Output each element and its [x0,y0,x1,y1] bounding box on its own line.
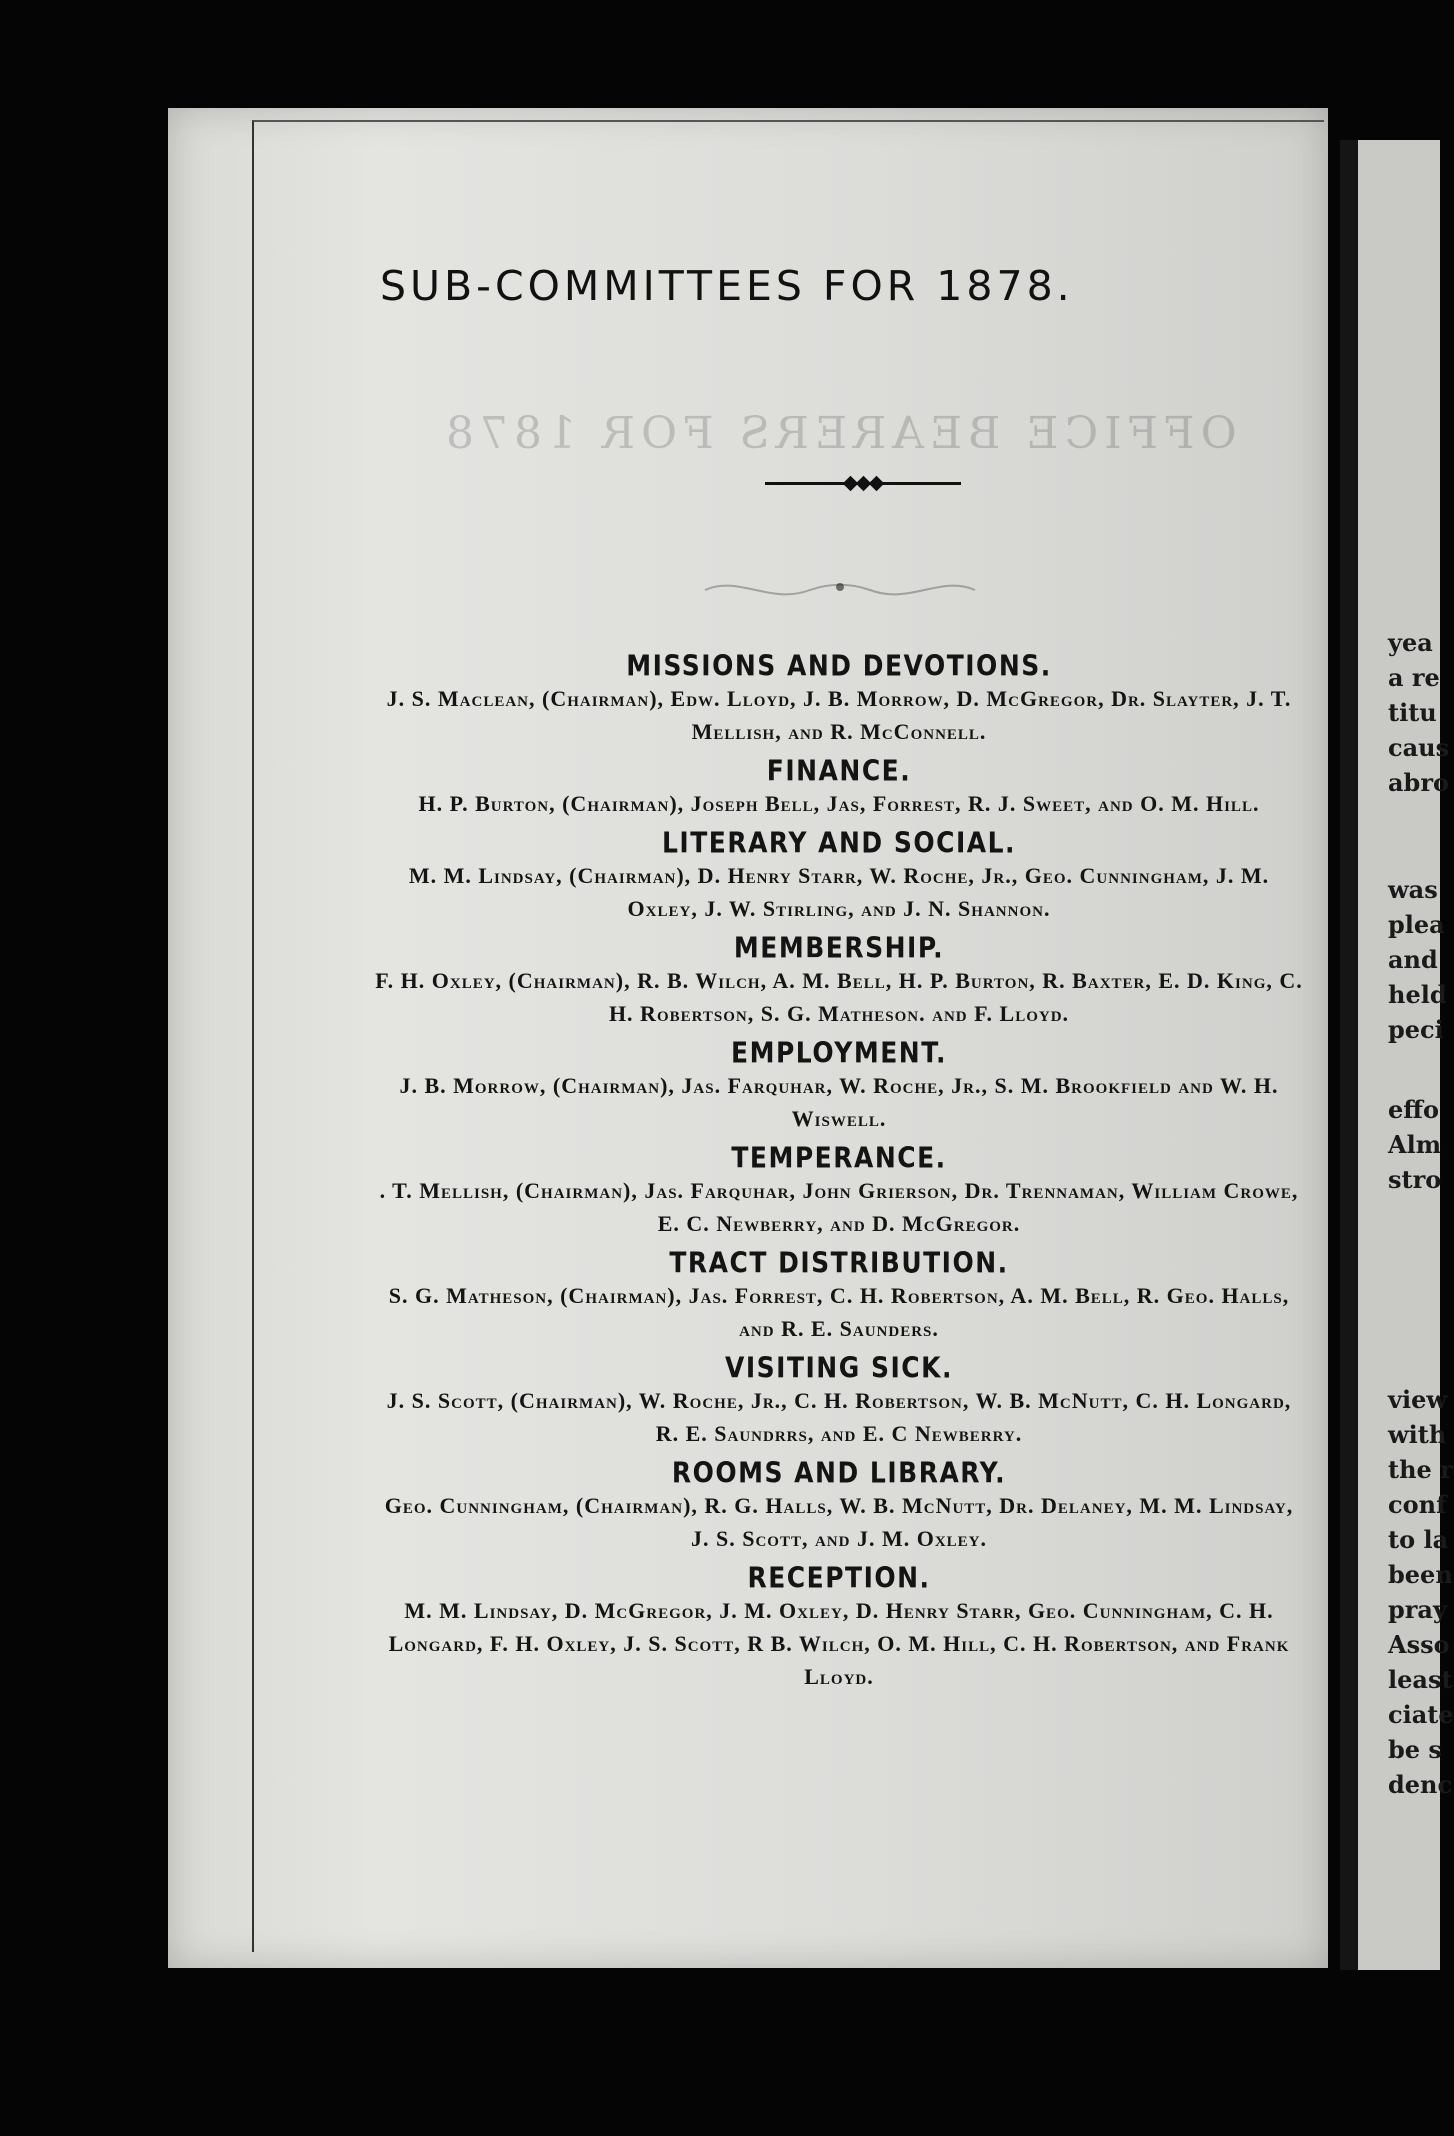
page-title: SUB-COMMITTEES FOR 1878. [380,262,1074,310]
adjacent-text-fragment: conf [1388,1490,1447,1519]
adjacent-text-fragment: least [1388,1665,1453,1694]
adjacent-text-fragment: effo [1388,1095,1439,1124]
committee-heading: TEMPERANCE. [731,1140,947,1175]
committee-members: M. M. Lindsay, (Chairman), D. Henry Starr, W. Roche, Jr., Geo. Cunningham, J. M. Oxley, J. W. Stirling, and J. N. Shannon. [408,863,1270,921]
committee-heading: TRACT DISTRIBUTION. [669,1245,1009,1280]
adjacent-text-fragment: a re [1388,663,1440,692]
adjacent-text-fragment: the r [1388,1455,1453,1484]
title-rule-ornament [765,476,961,492]
committee-missions [366,649,1312,748]
committee-membership [366,931,1312,1030]
adjacent-text-fragment: plea [1388,910,1445,939]
adjacent-text-fragment: abro [1388,768,1449,797]
adjacent-text-fragment: denc [1388,1770,1453,1799]
committee-members: J. S. Scott, (Chairman), W. Roche, Jr., C. H. Robertson, W. B. McNutt, C. H. Longard, R. E. Saundrrs, and E. C Newberry. [386,1388,1292,1446]
adjacent-page-edge [1358,140,1454,1970]
committee-members: J. S. Maclean, (Chairman), Edw. Lloyd, J. B. Morrow, D. McGregor, Dr. Slayter, J. T. Mellish, and R. McConnell. [386,686,1292,744]
committee-literary [366,826,1312,925]
adjacent-text-fragment: held [1388,980,1447,1009]
adjacent-text-fragment: with [1388,1420,1447,1449]
adjacent-text-fragment: view [1388,1385,1447,1414]
committee-finance [366,754,1312,820]
committee-heading: EMPLOYMENT. [731,1035,947,1070]
committee-heading: MISSIONS AND DEVOTIONS. [626,648,1052,683]
committee-tract [366,1246,1312,1345]
adjacent-text-fragment: peci [1388,1015,1444,1044]
adjacent-text-fragment: and [1388,945,1438,974]
committee-members: . T. Mellish, (Chairman), Jas. Farquhar, John Grierson, Dr. Trennaman, William Crowe, E. C. Newberry, and D. McGregor. [379,1178,1299,1236]
adjacent-text-fragment: titu [1388,698,1437,727]
adjacent-text-fragment: been [1388,1560,1453,1589]
adjacent-text-fragment: yea [1388,628,1433,657]
committee-members: J. B. Morrow, (Chairman), Jas. Farquhar, W. Roche, Jr., S. M. Brookfield and W. H. Wiswell. [399,1073,1279,1131]
committee-reception [366,1561,1312,1693]
committee-members: H. P. Burton, (Chairman), Joseph Bell, Jas, Forrest, R. J. Sweet, and O. M. Hill. [418,791,1260,816]
committee-members: S. G. Matheson, (Chairman), Jas. Forrest, C. H. Robertson, A. M. Bell, R. Geo. Halls, and R. E. Saunders. [388,1283,1290,1341]
adjacent-text-fragment: stro [1388,1165,1442,1194]
committee-rooms-library [366,1456,1312,1555]
adjacent-text-fragment: Alm [1388,1130,1442,1159]
committee-list [366,645,1312,1699]
adjacent-text-fragment: pray [1388,1595,1447,1624]
committee-heading: ROOMS AND LIBRARY. [671,1455,1007,1490]
committee-members: F. H. Oxley, (Chairman), R. B. Wilch, A. M. Bell, H. P. Burton, R. Baxter, E. D. King, C. H. Robertson, S. G. Matheson. and F. Lloyd. [375,968,1303,1026]
committee-visiting-sick [366,1351,1312,1450]
flourish-ornament [700,575,980,605]
adjacent-text-fragment: caus [1388,733,1450,762]
committee-members: M. M. Lindsay, D. McGregor, J. M. Oxley, D. Henry Starr, Geo. Cunningham, C. H. Longard, F. H. Oxley, J. S. Scott, R B. Wilch, O. M. Hill, C. H. Robertson, and Frank Lloyd. [388,1598,1290,1689]
adjacent-text-fragment: be s [1388,1735,1442,1764]
committee-heading: VISITING SICK. [725,1350,953,1385]
committee-employment [366,1036,1312,1135]
binding-gutter [1340,140,1358,1970]
adjacent-text-fragment: ciate [1388,1700,1454,1729]
committee-heading: RECEPTION. [747,1560,931,1595]
committee-heading: LITERARY AND SOCIAL. [661,825,1017,860]
committee-temperance [366,1141,1312,1240]
committee-heading: MEMBERSHIP. [733,930,945,965]
adjacent-text-fragment: to la [1388,1525,1449,1554]
committee-members: Geo. Cunningham, (Chairman), R. G. Halls, W. B. McNutt, Dr. Delaney, M. M. Lindsay, J. S. Scott, and J. M. Oxley. [384,1493,1294,1551]
adjacent-text-fragment: was [1388,875,1438,904]
bleed-through-heading: OFFICE BEARERS FOR 1878 [440,408,1237,459]
adjacent-text-fragment: Asso [1388,1630,1450,1659]
committee-heading: FINANCE. [766,753,912,788]
